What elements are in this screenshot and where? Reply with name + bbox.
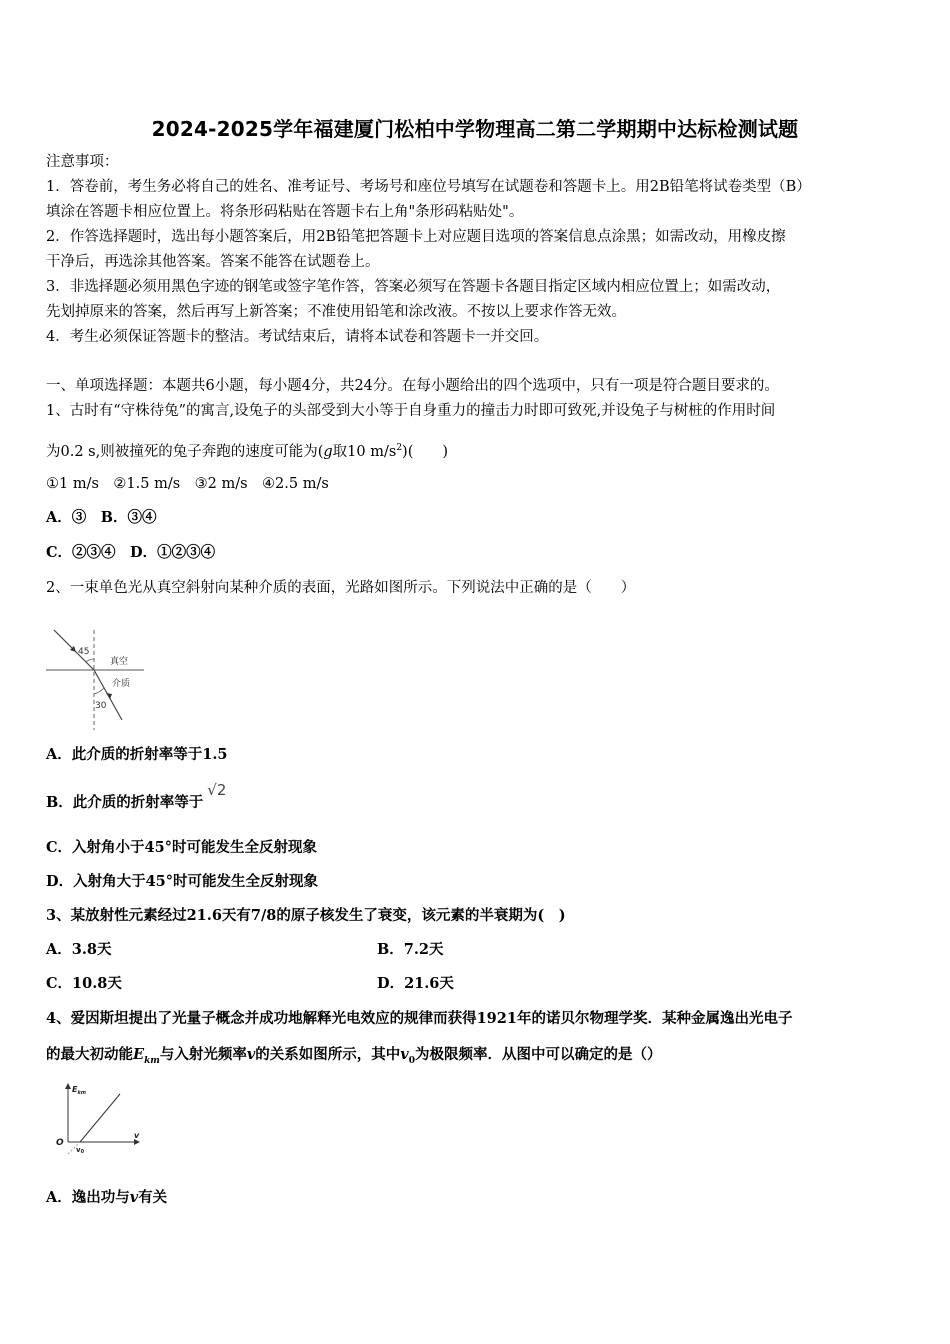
q1-stem-line2 — [46, 438, 448, 462]
q4-ekm-subscript: km — [144, 1055, 160, 1066]
sqrt2-formula: √2 — [207, 781, 227, 799]
vacuum-label: 真空 — [110, 657, 129, 667]
medium-label: 介质 — [112, 679, 131, 689]
q3-option-a: A．3.8天 — [46, 941, 112, 958]
q2-option-b — [46, 781, 227, 813]
q4-option-a-text: 有关 — [138, 1189, 168, 1206]
q1-g-symbol: g — [323, 443, 333, 460]
q4-v0-subscript: 0 — [408, 1055, 415, 1066]
q4-stem-line2 — [46, 1045, 661, 1071]
x-axis-label: v — [134, 1131, 140, 1140]
notice-line: 干净后，再选涂其他答案。答案不能答在试题卷上。 — [46, 254, 380, 270]
q4-text: 的最大初动能 — [46, 1046, 133, 1063]
q1-choices: ①1 m/s ②1.5 m/s ③2 m/s ④2.5 m/s — [46, 476, 329, 492]
notice-line: 先划掉原来的答案，然后再写上新答案；不准使用铅笔和涂改液。不按以上要求作答无效。 — [46, 304, 626, 320]
q1-option-ab: A．③ B．③④ — [46, 509, 157, 526]
origin-label: O — [56, 1138, 64, 1148]
q4-option-a — [46, 1188, 167, 1208]
q1-text: 为0.2 s,则被撞死的兔子奔跑的速度可能为( — [46, 443, 324, 460]
q3-option-d: D．21.6天 — [377, 975, 454, 992]
notice-line: 1．答卷前，考生务必将自己的姓名、准考证号、考场号和座位号填写在试题卷和答题卡上。用2B铅笔将试卷类型（B） — [46, 179, 811, 195]
q4-v-symbol: v — [246, 1046, 256, 1063]
q3-option-b: B．7.2天 — [377, 941, 444, 958]
y-axis-arrow — [65, 1083, 71, 1089]
q1-text: 取10 m/s — [332, 443, 397, 460]
q4-ekm-symbol: E — [133, 1046, 145, 1063]
notice-heading: 注意事项： — [46, 154, 119, 170]
angle-label-30: 30 — [95, 701, 107, 711]
q2-option-a: A．此介质的折射率等于1.5 — [46, 746, 228, 763]
q4-v0-symbol: v — [400, 1046, 409, 1063]
q4-option-a-text: A．逸出功与 — [46, 1189, 130, 1206]
q1-exponent: 2 — [396, 443, 403, 453]
q4-option-a-v: v — [129, 1189, 139, 1206]
q3-option-c: C．10.8天 — [46, 975, 122, 992]
q2-option-b-text: B．此介质的折射率等于 — [46, 794, 204, 811]
section-heading: 一、单项选择题：本题共6小题，每小题4分，共24分。在每小题给出的四个选项中，只有一项是符合题目要求的。 — [46, 378, 779, 394]
ekm-line — [80, 1094, 120, 1142]
q2-option-c: C．入射角小于45°时可能发生全反射现象 — [46, 839, 317, 856]
notice-line: 填涂在答题卡相应位置上。将条形码粘贴在答题卡右上角"条形码粘贴处"。 — [46, 204, 524, 220]
q2-option-d: D．入射角大于45°时可能发生全反射现象 — [46, 873, 319, 890]
refraction-diagram — [46, 622, 146, 734]
q1-stem-line1: 1、古时有“守株待兔”的寓言,设兔子的头部受到大小等于自身重力的撞击力时即可致死,并设兔子与树桩的作用时间 — [46, 403, 776, 419]
q2-stem: 2、一束单色光从真空斜射向某种介质的表面，光路如图所示。下列说法中正确的是（ ） — [46, 580, 636, 596]
angle-arc-incident — [86, 659, 94, 662]
q3-stem: 3、某放射性元素经过21.6天有7/8的原子核发生了衰变，该元素的半衰期为( ) — [46, 907, 566, 924]
q4-text: 为极限频率．从图中可以确定的是（） — [414, 1046, 662, 1063]
q1-text: )( ) — [402, 443, 449, 460]
ekm-frequency-graph — [52, 1080, 144, 1158]
exam-title: 2024-2025学年福建厦门松柏中学物理高二第二学期期中达标检测试题 — [151, 117, 799, 141]
q4-text: 的关系如图所示，其中 — [255, 1046, 401, 1063]
angle-arc-refracted — [94, 688, 104, 694]
q4-stem-line1: 4、爱因斯坦提出了光量子概念并成功地解释光电效应的规律而获得1921年的诺贝尔物理学奖．某种金属逸出光电子 — [46, 1010, 793, 1027]
notice-line: 3．非选择题必须用黑色字迹的钢笔或签字笔作答，答案必须写在答题卡各题目指定区域内相应位置上；如需改动， — [46, 279, 781, 295]
notice-line: 4．考生必须保证答题卡的整洁。考试结束后，请将本试卷和答题卡一并交回。 — [46, 329, 549, 345]
notice-line: 2．作答选择题时，选出每小题答案后，用2B铅笔把答题卡上对应题目选项的答案信息点涂黑；如需改动，用橡皮擦 — [46, 229, 786, 245]
q4-text: 与入射光频率 — [159, 1046, 247, 1063]
refracted-arrow — [106, 693, 112, 699]
q1-option-cd: C．②③④ D．①②③④ — [46, 544, 216, 561]
angle-label-45: 45 — [78, 647, 90, 657]
y-axis-label: $E_{km}$ — [72, 1085, 87, 1096]
v0-label: v0 — [76, 1146, 85, 1155]
